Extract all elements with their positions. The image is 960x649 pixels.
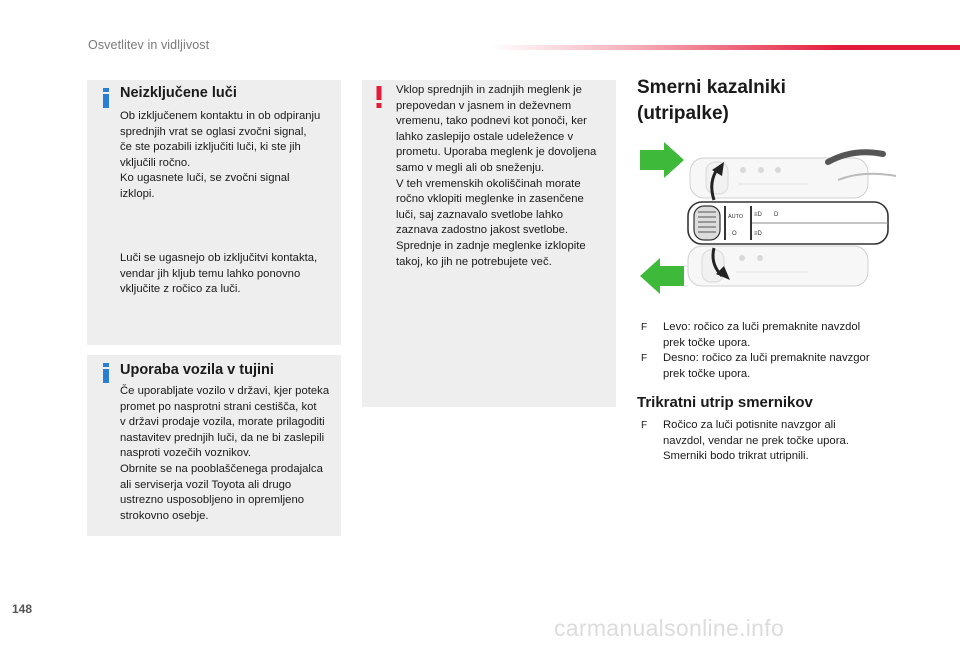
warning-box-fog xyxy=(362,80,616,407)
lever-label-light: D xyxy=(774,212,779,218)
bullet-mark: F xyxy=(641,420,648,431)
box-text-abroad: Če uporabljate vozilo v državi, kjer poteka promet po nasprotni strani cestišča, kot v državi prodaje vozila, morate prilagoditi nastavitev prednjih luči, da ne bi zaslepili nasproti vozečih voznikov. Obrnite se na pooblaščenega prodajalca ali serviserja vozil Toyota ali drugo ustrezno usposobljeno in opremljeno strokovno osebje. xyxy=(120,385,330,522)
lever-label-auto: AUTO xyxy=(728,214,744,220)
lever-main-icon xyxy=(688,202,888,244)
box-title-abroad: Uporaba vozila v tujini xyxy=(120,362,274,378)
lever-label-beam: ≡D xyxy=(754,212,762,218)
arrow-right-icon xyxy=(640,142,684,178)
section-header: Osvetlitev in vidljivost xyxy=(88,38,210,52)
bullet-triple xyxy=(641,418,911,466)
bullet-right xyxy=(641,351,911,383)
box-text-lights-2: Luči se ugasnejo ob izključitvi kontakta, vendar jih kljub temu lahko ponovno vključite z ročico za luči. xyxy=(120,252,318,296)
watermark: carmanualsonline.info xyxy=(554,615,785,641)
info-box-lights xyxy=(87,80,341,345)
bullet-text-left: Levo: ročico za luči premaknite navzdol prek točke upora. xyxy=(663,321,861,349)
page-number: 148 xyxy=(12,602,33,616)
lever-label-beam-2: ≡D xyxy=(754,231,762,237)
box-text-lights-1: Ob izključenem kontaktu in ob odpiranju sprednjih vrat se oglasi zvočni signal, če ste pozabili izključiti luči, ki ste jih vključili ročno. Ko ugasnete luči, se zvočni signal izklopi. xyxy=(120,110,321,200)
info-icon xyxy=(101,363,111,383)
box-title-lights: Neizključene luči xyxy=(120,85,237,101)
lever-diagram xyxy=(638,140,900,305)
indicators-title: Smerni kazalniki (utripalke) xyxy=(637,77,786,124)
header-accent-bar xyxy=(490,45,960,50)
bullet-text-right: Desno: ročico za luči premaknite navzgor prek točke upora. xyxy=(663,352,870,380)
info-box-abroad xyxy=(87,355,341,536)
bullet-mark: F xyxy=(641,322,648,333)
indicator-lever-illustration xyxy=(638,140,900,305)
bullet-left xyxy=(641,320,911,352)
lever-label-off: O xyxy=(732,231,737,237)
bullet-mark: F xyxy=(641,353,648,364)
warning-icon xyxy=(375,86,383,108)
box-text-fog: Vklop sprednjih in zadnjih meglenk je prepovedan v jasnem in deževnem vremenu, tako podnevi kot ponoči, ker lahko zaslepijo ostale udeležence v prometu. Uporaba meglenk je dovoljena samo v megli ali ob sneženju. V teh vremenskih okoliščinah morate ročno vklopiti meglenke in zasenčene luči, saj zaznavalo svetlobe lahko zaznava zadostno jakost svetlobe. Sprednje in zadnje meglenke izklopite takoj, ko jih ne potrebujete več. xyxy=(396,84,597,268)
info-icon xyxy=(101,88,111,108)
triple-blink-title: Trikratni utrip smernikov xyxy=(637,394,813,411)
bullet-text-triple: Ročico za luči potisnite navzgor ali navzdol, vendar ne prek točke upora. Smerniki bodo trikrat utripnili. xyxy=(663,419,849,463)
arrow-left-icon xyxy=(640,258,684,294)
